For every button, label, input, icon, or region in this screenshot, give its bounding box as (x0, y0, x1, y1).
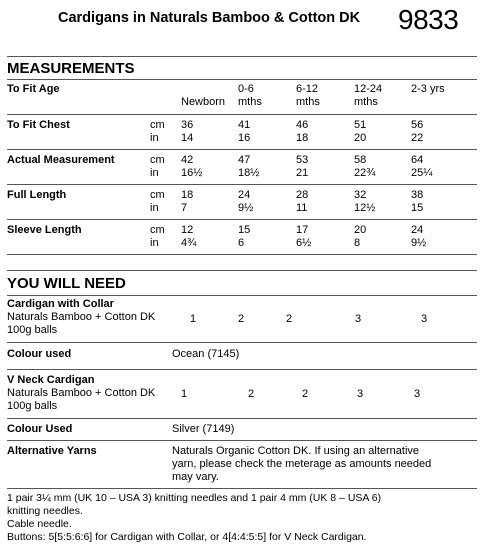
vneck-qty: 2 (302, 388, 309, 400)
value-in: 4¾ (181, 237, 197, 249)
alt-yarns-line: may vary. (172, 471, 219, 483)
you-will-need-heading: YOU WILL NEED (7, 275, 126, 292)
value-cm: 12 (181, 224, 194, 236)
value-in: 16 (238, 132, 251, 144)
measurement-label: To Fit Chest (7, 119, 70, 131)
collar-qty: 2 (238, 313, 245, 325)
value-in: 9½ (238, 202, 254, 214)
divider (7, 440, 477, 441)
cardigan-collar-title: Cardigan with Collar (7, 298, 114, 310)
measurement-label: Full Length (7, 189, 67, 201)
value-cm: 42 (181, 154, 194, 166)
divider (7, 114, 477, 115)
collar-qty: 2 (286, 313, 293, 325)
unit-in: in (150, 237, 159, 249)
divider (7, 254, 477, 255)
value-cm: 53 (296, 154, 309, 166)
colour-used-label: Colour Used (7, 423, 73, 435)
age-12-24-unit: mths (354, 96, 378, 108)
value-cm: 51 (354, 119, 367, 131)
value-in: 22 (411, 132, 424, 144)
value-cm: 46 (296, 119, 309, 131)
divider (7, 295, 477, 296)
value-cm: 18 (181, 189, 194, 201)
value-cm: 20 (354, 224, 367, 236)
age-6-12: 6-12 (296, 83, 319, 95)
vneck-qty: 3 (414, 388, 421, 400)
value-cm: 41 (238, 119, 251, 131)
divider (7, 270, 477, 271)
unit-cm: cm (150, 224, 165, 236)
value-cm: 36 (181, 119, 194, 131)
value-cm: 17 (296, 224, 309, 236)
value-cm: 32 (354, 189, 367, 201)
value-cm: 58 (354, 154, 367, 166)
unit-in: in (150, 167, 159, 179)
value-in: 7 (181, 202, 188, 214)
value-in: 8 (354, 237, 361, 249)
measurement-label: Sleeve Length (7, 224, 82, 236)
cardigan-collar-balls: 100g balls (7, 324, 58, 336)
alt-yarns-line: Naturals Organic Cotton DK. If using an alternative (172, 445, 420, 457)
age-0-6-unit: mths (238, 96, 262, 108)
pattern-number: 9833 (398, 4, 459, 35)
measurement-label: Actual Measurement (7, 154, 115, 166)
notes-line: knitting needles. (7, 505, 83, 517)
divider (7, 342, 477, 343)
age-2-3yrs: 2-3 yrs (411, 83, 445, 95)
value-cm: 56 (411, 119, 424, 131)
value-in: 14 (181, 132, 194, 144)
vneck-balls: 100g balls (7, 400, 58, 412)
age-label: To Fit Age (7, 83, 60, 95)
measurements-heading: MEASUREMENTS (7, 60, 135, 77)
age-6-12-unit: mths (296, 96, 320, 108)
vneck-yarn: Naturals Bamboo + Cotton DK (7, 387, 156, 399)
notes-line: Cable needle. (7, 518, 72, 530)
unit-cm: cm (150, 154, 165, 166)
divider (7, 488, 477, 489)
divider (7, 149, 477, 150)
unit-in: in (150, 202, 159, 214)
collar-qty: 3 (421, 313, 428, 325)
alt-yarns-label: Alternative Yarns (7, 445, 97, 457)
value-in: 11 (296, 202, 308, 214)
alt-yarns-line: yarn, please check the meterage as amounts needed (172, 458, 432, 470)
value-in: 22¾ (354, 167, 376, 179)
vneck-title: V Neck Cardigan (7, 374, 95, 386)
vneck-qty: 2 (248, 388, 255, 400)
age-12-24: 12-24 (354, 83, 383, 95)
notes-line: 1 pair 3¼ mm (UK 10 – USA 3) knitting needles and 1 pair 4 mm (UK 8 – USA 6) (7, 492, 382, 504)
notes-line: Buttons: 5[5:5:6:6] for Cardigan with Collar, or 4[4:4:5:5] for V Neck Cardigan. (7, 531, 367, 543)
value-cm: 64 (411, 154, 424, 166)
divider (7, 369, 477, 370)
collar-qty: 3 (355, 313, 362, 325)
divider (7, 219, 477, 220)
cardigan-collar-yarn: Naturals Bamboo + Cotton DK (7, 311, 156, 323)
vneck-qty: 1 (181, 388, 188, 400)
colour-used-value: Silver (7149) (172, 423, 235, 435)
value-cm: 47 (238, 154, 251, 166)
value-cm: 24 (238, 189, 251, 201)
unit-cm: cm (150, 119, 165, 131)
value-in: 18½ (238, 167, 260, 179)
value-cm: 28 (296, 189, 309, 201)
collar-qty: 1 (190, 313, 197, 325)
divider (7, 56, 477, 57)
age-0-6: 0-6 (238, 83, 254, 95)
value-in: 6 (238, 237, 245, 249)
value-cm: 15 (238, 224, 251, 236)
value-in: 20 (354, 132, 367, 144)
value-in: 18 (296, 132, 309, 144)
age-newborn: Newborn (181, 96, 226, 108)
value-in: 12½ (354, 202, 376, 214)
value-in: 25¼ (411, 167, 433, 179)
colour-used-value: Ocean (7145) (172, 348, 240, 360)
divider (7, 79, 477, 80)
divider (7, 184, 477, 185)
value-in: 15 (411, 202, 424, 214)
unit-in: in (150, 132, 159, 144)
value-in: 21 (296, 167, 309, 179)
divider (7, 418, 477, 419)
value-cm: 38 (411, 189, 424, 201)
pattern-title: Cardigans in Naturals Bamboo & Cotton DK (58, 10, 361, 26)
value-cm: 24 (411, 224, 424, 236)
value-in: 9½ (411, 237, 427, 249)
colour-used-label: Colour used (7, 348, 72, 360)
value-in: 6½ (296, 237, 312, 249)
vneck-qty: 3 (357, 388, 364, 400)
value-in: 16½ (181, 167, 203, 179)
unit-cm: cm (150, 189, 165, 201)
